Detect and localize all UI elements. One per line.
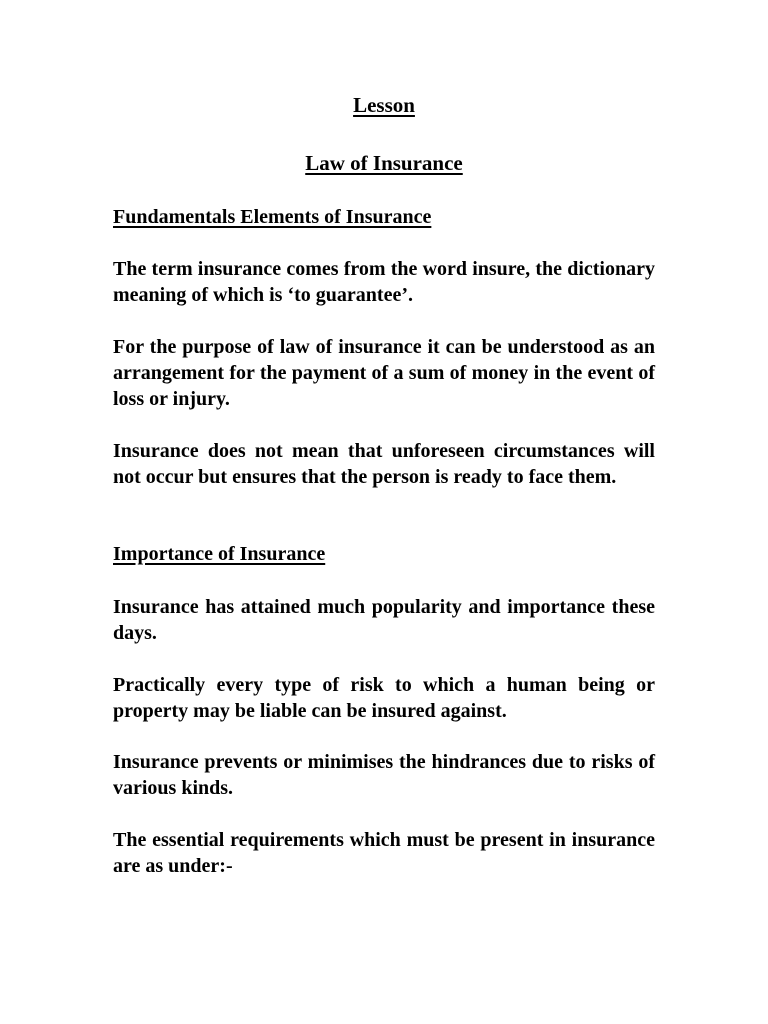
section-heading-fundamentals: Fundamentals Elements of Insurance (113, 206, 432, 228)
document-title: Lesson (353, 93, 415, 117)
paragraph-unforeseen: Insurance does not mean that unforeseen circumstances will not occur but ensures that the person is ready to face them. (113, 440, 655, 488)
section-heading-importance: Importance of Insurance (113, 543, 326, 565)
paragraph-popularity: Insurance has attained much popularity and importance these days. (113, 596, 655, 644)
paragraph-requirements: The essential requirements which must be present in insurance are as under:- (113, 829, 655, 877)
paragraph-law-purpose: For the purpose of law of insurance it can be understood as an arrangement for the payment of a sum of money in the event of loss or injury. (113, 336, 655, 410)
paragraph-hindrances: Insurance prevents or minimises the hindrances due to risks of various kinds. (113, 751, 655, 799)
paragraph-term-meaning: The term insurance comes from the word insure, the dictionary meaning of which is ‘to guarantee’. (113, 258, 655, 306)
document-subtitle: Law of Insurance (305, 151, 463, 175)
paragraph-risk-types: Practically every type of risk to which a human being or property may be liable can be insured against. (113, 674, 655, 722)
